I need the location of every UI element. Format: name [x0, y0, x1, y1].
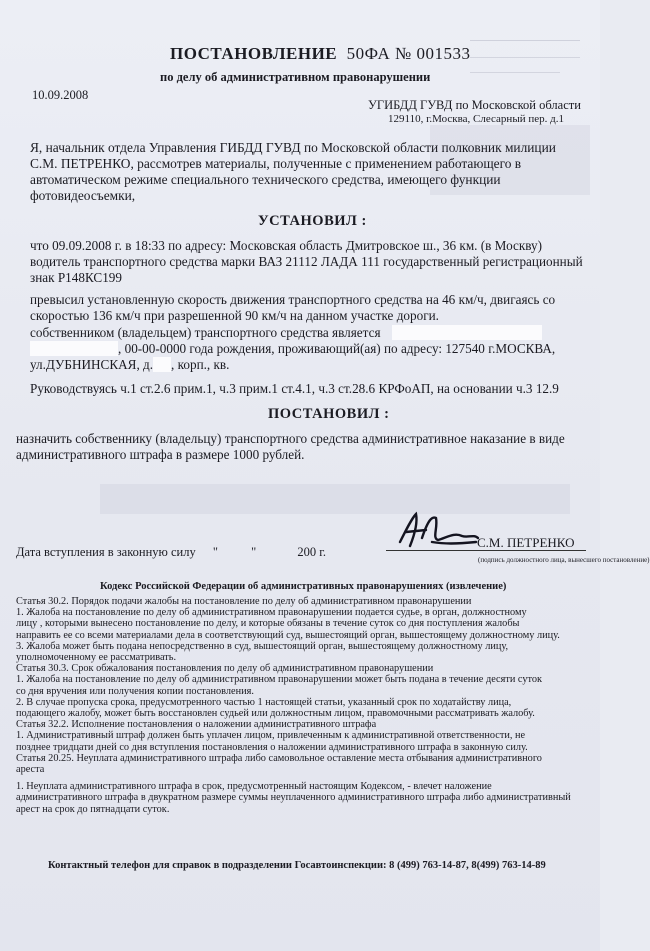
established-heading: УСТАНОВИЛ :: [258, 213, 367, 229]
intro-line: фотовидеосъемки,: [30, 188, 136, 203]
established-line: скоростью 136 км/ч при разрешенной 90 км/ч на данном участке дороги.: [30, 308, 439, 323]
document-date: 10.09.2008: [32, 88, 89, 102]
owner-birth-text: , 00-00-0000 года рождения, проживающий(ая) по адресу: 127540 г.МОСКВА,: [118, 341, 556, 356]
guided-line: Руководствуясь ч.1 ст.2.6 прим.1, ч.3 прим.1 ст.4.1, ч.3 ст.28.6 КРФоАП, на основании ч.3 12.9: [30, 381, 559, 396]
owner-address-line: [30, 357, 229, 373]
effective-quote-close: ": [251, 545, 257, 559]
resolved-heading: ПОСТАНОВИЛ :: [268, 406, 390, 422]
issuing-organization: УГИБДД ГУВД по Московской области: [368, 98, 581, 112]
redacted-owner-name: [392, 325, 542, 340]
contact-phone: Контактный телефон для справок в подразделении Госавтоинспекции: 8 (499) 763-14-87, 8(499) 763-14-89: [48, 860, 546, 871]
owner-intro-line: [30, 325, 542, 341]
series-number: 50ФА № 001533: [346, 44, 471, 63]
established-line: превысил установленную скорость движения транспортного средства на 46 км/ч, двигаясь со: [30, 292, 556, 307]
resolved-line: административного штрафа в размере 1000 рублей.: [16, 447, 305, 462]
law-extract-title: Кодекс Российской Федерации об административных правонарушениях (извлечение): [100, 581, 507, 592]
law-line: уполномоченному ее рассматривать.: [16, 652, 177, 664]
redacted-house: [153, 357, 171, 372]
effective-year: 200 г.: [297, 545, 327, 559]
resolved-line: назначить собственнику (владельцу) транспортного средства административное наказание в виде: [16, 431, 565, 446]
law-line: Статья 30.3. Срок обжалования постановления по делу об административном правонарушении: [16, 663, 434, 675]
redacted-owner-name-cont: [30, 341, 118, 356]
effective-date-line: [16, 545, 326, 560]
law-line: Статья 20.25. Неуплата административного штрафа либо самовольное оставление места отбывания административного: [16, 752, 542, 764]
established-line: знак Р148КС199: [30, 270, 122, 285]
law-line: 3. Жалоба может быть подана непосредственно в суд, вышестоящий орган, вышестоящему должностному лицу,: [16, 640, 509, 652]
address-kv: , кв.: [206, 357, 230, 372]
address-korp: , корп.: [171, 357, 207, 372]
law-line: подающего жалобу, может быть восстановлен судьей или должностным лицом, правомочными рассматривать жалобу.: [16, 708, 535, 720]
law-line: 2. В случае пропуска срока, предусмотренного частью 1 настоящей статьи, указанный срок по ходатайству лица,: [16, 696, 512, 708]
effective-label: Дата вступления в законную силу: [16, 545, 196, 559]
bleed-through-block: [100, 484, 570, 514]
law-line: арест на срок до пятнадцати суток.: [16, 803, 170, 815]
address-street: ул.ДУБНИНСКАЯ, д.: [30, 357, 154, 372]
law-line: 1. Административный штраф должен быть уплачен лицом, привлеченным к административной ответственности, не: [16, 730, 526, 742]
signature-line: [386, 550, 586, 551]
bleed-through-text: [470, 40, 580, 73]
owner-intro-text: собственником (владельцем) транспортного средства является: [30, 325, 381, 340]
law-line: со дня вручения или получения копии постановления.: [16, 685, 254, 697]
law-line: 1. Жалоба на постановление по делу об административном правонарушении подается судье, в орган, должностному: [16, 607, 527, 619]
document-title: [170, 44, 471, 64]
document-subtitle: по делу об административном правонарушении: [160, 70, 431, 84]
intro-line: Я, начальник отдела Управления ГИБДД ГУВД по Московской области полковник милиции: [30, 140, 556, 155]
law-line: Статья 30.2. Порядок подачи жалобы на постановление по делу об административном правонарушении: [16, 596, 472, 607]
organization-address: 129110, г.Москва, Слесарный пер. д.1: [388, 113, 564, 125]
law-line: административного штрафа в двукратном размере суммы неуплаченного административного штрафа либо административный: [16, 792, 571, 804]
law-line: 1. Неуплата административного штрафа в срок, предусмотренный настоящим Кодексом, - влечет наложение: [16, 781, 492, 793]
law-line: направить ее со всеми материалами дела в соответствующий суд, вышестоящий орган, вышестоящему должностному лицу.: [16, 629, 560, 641]
law-line: лицу , которыми вынесено постановление по делу, и которые обязаны в течение суток со дня поступления жалобы: [16, 618, 520, 630]
intro-line: автоматическом режиме специального технического средства, имеющего функции: [30, 172, 501, 187]
owner-birth-line: [30, 341, 555, 357]
handwritten-signature: [392, 508, 482, 552]
intro-paragraph: [30, 140, 590, 204]
signature-caption: (подпись должностного лица, вынесшего постановление): [478, 556, 650, 564]
intro-line: С.М. ПЕТРЕНКО, рассмотрев материалы, полученные с применением работающего в: [30, 156, 522, 171]
established-line: водитель транспортного средства марки ВАЗ 21112 ЛАДА 111 государственный регистрационный: [30, 254, 583, 269]
signatory-name: С.М. ПЕТРЕНКО: [477, 535, 575, 550]
title-word: ПОСТАНОВЛЕНИЕ: [170, 44, 338, 63]
law-line: Статья 32.2. Исполнение постановления о наложении административного штрафа: [16, 719, 377, 731]
law-extract: [16, 596, 590, 815]
established-line: что 09.09.2008 г. в 18:33 по адресу: Московская область Дмитровское ш., 36 км. (в Москву): [30, 238, 543, 253]
effective-quote-open: ": [212, 545, 218, 559]
law-line: позднее тридцати дней со дня вступления постановления о наложении административного штрафа в законную силу.: [16, 741, 528, 753]
law-line: ареста: [16, 764, 45, 776]
law-line: 1. Жалоба на постановление по делу об административном правонарушении может быть подана в течение десяти суток: [16, 674, 543, 686]
